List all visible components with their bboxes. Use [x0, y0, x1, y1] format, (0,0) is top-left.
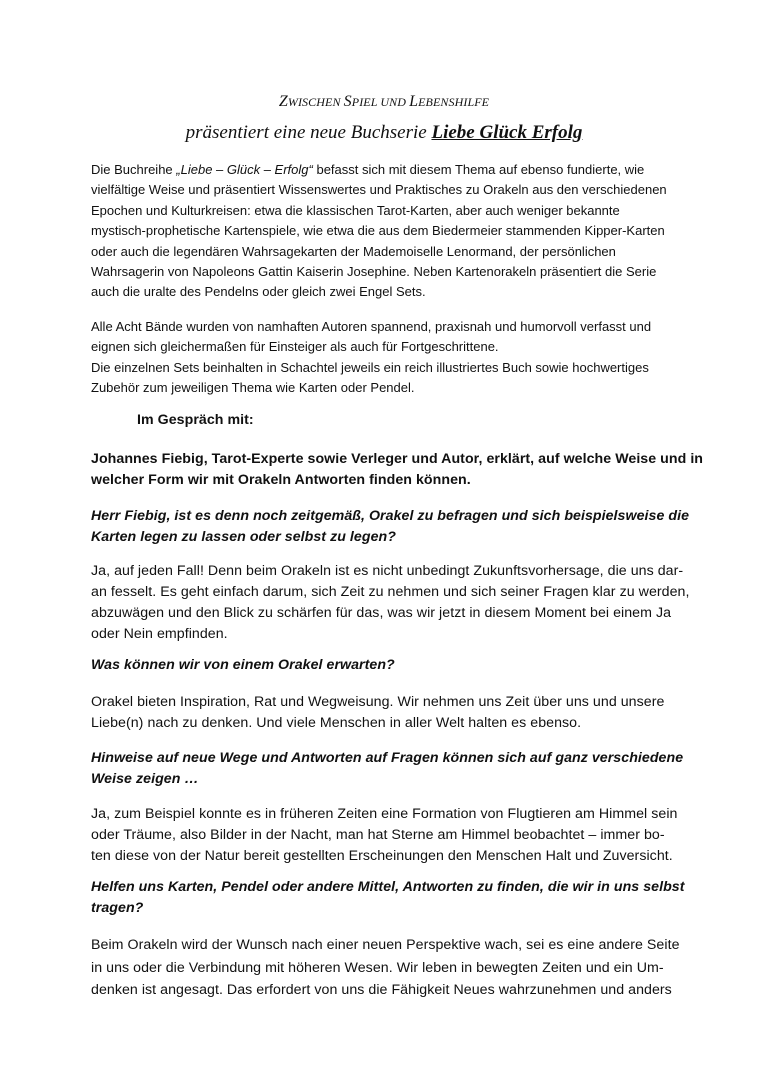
- guest-intro: Johannes Fiebig, Tarot-Experte sowie Verleger und Autor, erklärt, auf welche Weise und in welcher Form wir mit Orakeln Antworten finden können.: [91, 451, 704, 488]
- intro-paragraph-2: Alle Acht Bände wurden von namhaften Autoren spannend, praxisnah und humorvoll verfasst und eignen sich gleichermaßen für Einsteiger als auch für Fortgeschrittene. Die einzelnen Sets beinhalten in Schachtel jeweils ein reich illustriertes Buch sowie hochwertiges Zubehör zum jeweiligen Thema wie Karten oder Pendel.: [91, 319, 652, 396]
- series-name: „Liebe – Glück – Erfolg“: [176, 162, 313, 177]
- question-2: Was können wir von einem Orakel erwarten?: [91, 657, 395, 673]
- question-4: Helfen uns Karten, Pendel oder andere Mittel, Antworten zu finden, die wir in uns selbst tragen?: [91, 879, 685, 916]
- answer-1: Ja, auf jeden Fall! Denn beim Orakeln ist es nicht unbedingt Zukunftsvorhersage, die uns dar- an fesselt. Es geht einfach darum, sich Zeit zu nehmen und sich seiner Fragen klar zu werden, abzuwägen und den Blick zu schärfen für das, was wir jetzt in diesem Moment bei einem Ja oder Nein empfinden.: [91, 563, 690, 642]
- document-title: [0, 122, 768, 144]
- intro-prefix: Die Buchreihe: [91, 162, 177, 177]
- answer-4: Beim Orakeln wird der Wunsch nach einer neuen Perspektive wach, sei es eine andere Seite in uns oder die Verbindung mit höheren Wesen. Wir leben in bewegten Zeiten und ein Um- denken ist angesagt. Das erfordert von uns die Fähigkeit Neues wahrzunehmen und anders: [91, 937, 680, 999]
- intro-paragraph-1: Die Buchreihe „Liebe – Glück – Erfolg“ befasst sich mit diesem Thema auf ebenso fundierte, wie vielfältige Weise und präsentiert Wissenswertes und Praktisches zu Orakeln aus den verschiedenen Epochen und Kulturkreisen: etwa die klassischen Tarot-Karten, aber auch weniger bekannte mystisch-prophetische Kartenspiele, wie etwa die aus dem Biedermeier stammenden Kipper-Karten oder auch die legendären Wahrsagekarten der Mademoiselle Lenormand, der persönlichen Wahrsagerin von Napoleons Gattin Kaiserin Josephine. Neben Kartenorakeln präsentiert die Serie auch die uralte des Pendelns oder gleich zwei Engel Sets.: [91, 162, 667, 300]
- series-name-highlight: Liebe Glück Erfolg: [431, 122, 583, 143]
- question-1: Herr Fiebig, ist es denn noch zeitgemäß, Orakel zu befragen und sich beispielsweise die Karten legen zu lassen oder selbst zu legen?: [91, 508, 690, 545]
- question-3: Hinweise auf neue Wege und Antworten auf Fragen können sich auf ganz verschiedene Weise zeigen …: [91, 750, 684, 787]
- answer-2: Orakel bieten Inspiration, Rat und Wegweisung. Wir nehmen uns Zeit über uns und unsere Liebe(n) nach zu denken. Und viele Menschen in aller Welt halten es ebenso.: [91, 694, 665, 731]
- answer-3: Ja, zum Beispiel konnte es in früheren Zeiten eine Formation von Flugtieren am Himmel sein oder Träume, also Bilder in der Nacht, man hat Sterne am Himmel beobachtet – immer bo- ten diese von der Natur bereit gestellten Erscheinungen den Menschen Halt und Zuversicht.: [91, 806, 678, 864]
- interview-heading: Im Gespräch mit:: [137, 412, 254, 428]
- document-supertitle: ZWISCHEN SPIEL UND LEBENSHILFE: [278, 93, 490, 110]
- title-prefix: präsentiert eine neue Buchserie: [185, 122, 432, 143]
